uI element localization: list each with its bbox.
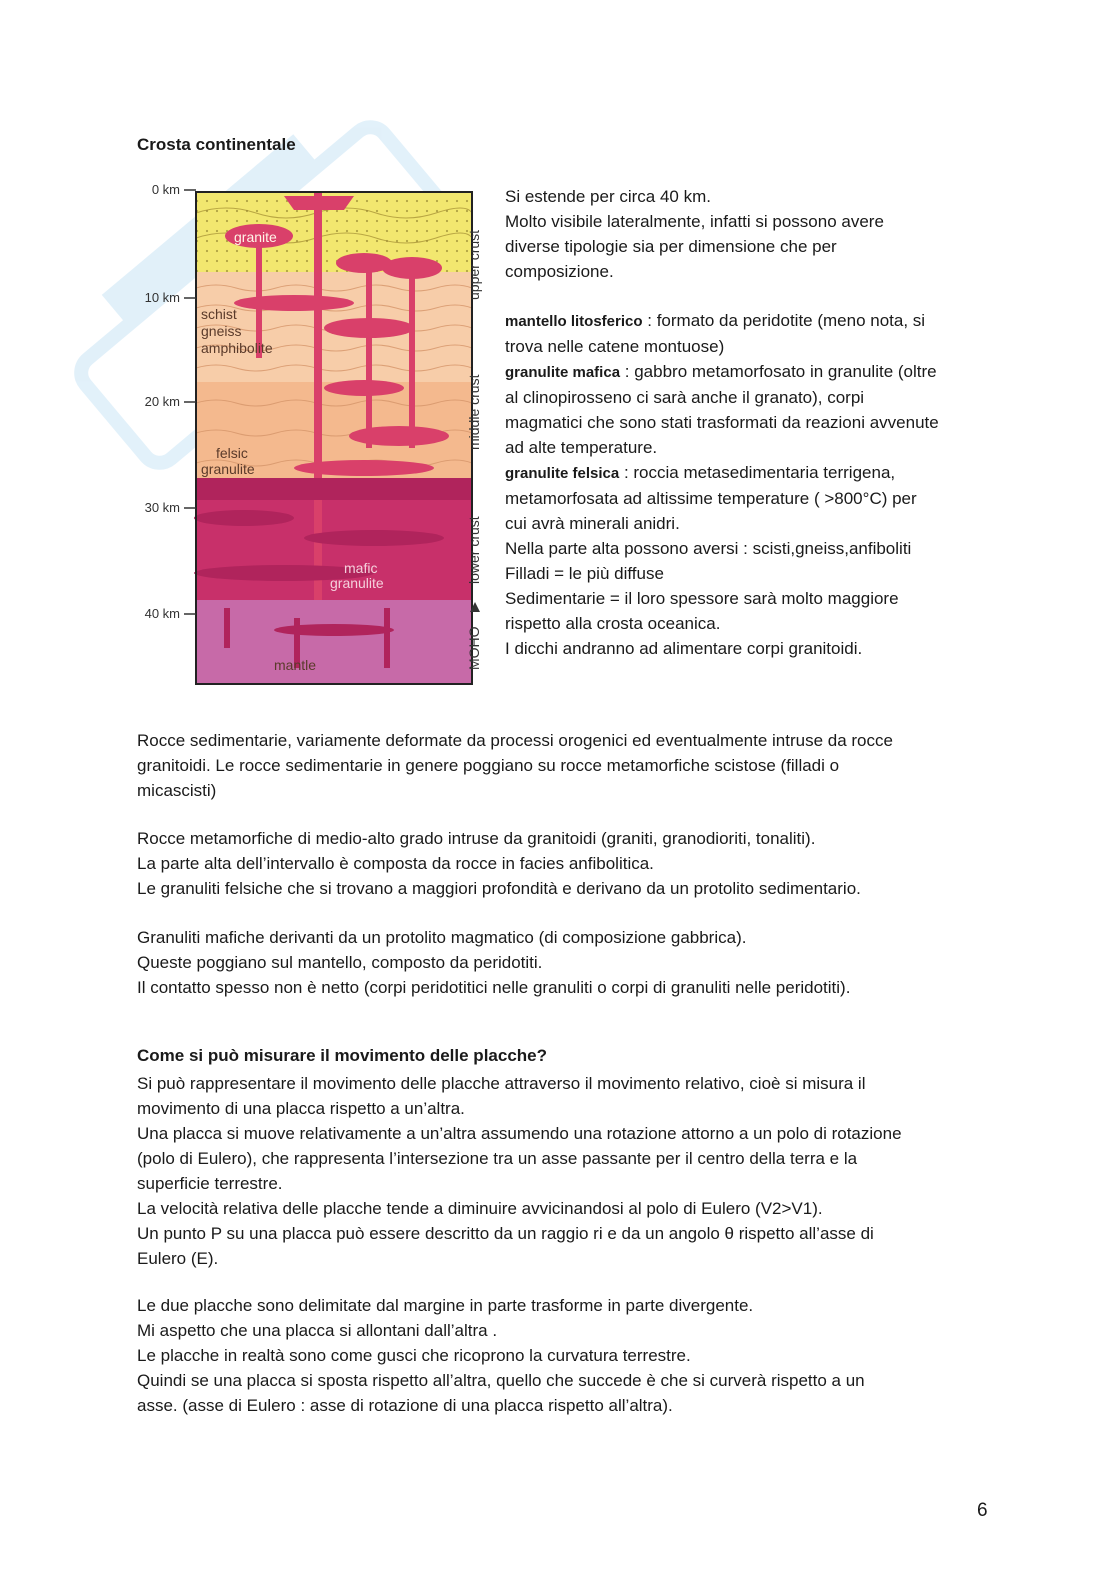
paragraph-rocce-metamorfiche: Rocce metamorfiche di medio-alto grado intruse da granitoidi (graniti, granodioriti, tonaliti). La parte alta dell’intervallo è composta da rocce in facies anfibolitica. Le granuliti felsiche che si trovano a maggiori profondità e derivano da un protolito sedimentario.	[137, 829, 861, 898]
side-line: rispetto alla crosta oceanica.	[505, 614, 721, 633]
label-mantle: mantle	[274, 657, 317, 673]
label-mafic: mafic	[344, 560, 378, 576]
label-schist: schist	[201, 306, 237, 322]
depth-label-30: 30 km	[144, 500, 180, 515]
label-mafic-granulite: granulite	[330, 575, 384, 591]
side-line: trova nelle catene montuose)	[505, 337, 725, 356]
label-felsic: felsic	[216, 445, 248, 461]
side-line: Molto visibile lateralmente, infatti si possono avere	[505, 212, 884, 231]
label-granite: granite	[234, 229, 277, 245]
label-moho: MOHO	[466, 626, 482, 670]
section-title-crosta: Crosta continentale	[137, 135, 296, 154]
term-granulite-felsica: granulite felsica	[505, 465, 620, 482]
paragraph-granuliti-mafiche: Granuliti mafiche derivanti da un protolito magmatico (di composizione gabbrica). Queste poggiano sul mantello, composto da peridotiti. Il contatto spesso non è netto (corpi peridotitici nelle granuliti o corpi di granuliti nelle peridotiti).	[137, 928, 851, 997]
side-line: metamorfosata ad altissime temperature ( >800°C) per	[505, 489, 917, 508]
label-upper-crust: upper crust	[466, 229, 482, 300]
side-line: I dicchi andranno ad alimentare corpi granitoidi.	[505, 639, 863, 658]
definition-granulite-felsica: granulite felsica : roccia metasedimentaria terrigena,	[505, 463, 896, 482]
page-number: 6	[977, 1500, 988, 1521]
section-title-placche: Come si può misurare il movimento delle placche?	[137, 1046, 548, 1065]
side-line: diverse tipologie sia per dimensione che per	[505, 237, 837, 256]
side-line: cui avrà minerali anidri.	[505, 514, 680, 533]
definition-mantello: mantello litosferico : formato da peridotite (meno nota, si	[505, 311, 926, 330]
crust-description	[505, 184, 1005, 661]
paragraph-rocce-sedimentarie: Rocce sedimentarie, variamente deformate da processi orogenici ed eventualmente intruse da rocce granitoidi. Le rocce sedimentarie in genere poggiano su rocce metamorfiche scistose (filladi o micascisti)	[137, 731, 893, 800]
side-line: composizione.	[505, 262, 614, 281]
label-amphibolite: amphibolite	[201, 340, 273, 356]
layer-mantle	[196, 600, 472, 684]
depth-label-10: 10 km	[144, 290, 180, 305]
label-felsic-granulite: granulite	[201, 461, 255, 477]
definition-granulite-mafica: granulite mafica : gabbro metamorfosato in granulite (oltre	[505, 362, 937, 381]
label-lower-crust: lower crust	[466, 516, 482, 584]
paragraph-margini-placche: Le due placche sono delimitate dal margine in parte trasforme in parte divergente. Mi aspetto che una placca si allontani dall’altra . Le placche in realtà sono come gusci che ricoprono la curvatura terrestre. Quindi se una placca si sposta rispetto all’altra, quello che succede è che si curverà rispetto a un asse. (asse di Eulero : asse di rotazione di una placca rispetto all’altra).	[137, 1296, 865, 1415]
side-line: Sedimentarie = il loro spessore sarà molto maggiore	[505, 589, 899, 608]
label-gneiss: gneiss	[201, 323, 242, 339]
term-granulite-mafica: granulite mafica	[505, 364, 621, 381]
depth-label-0: 0 km	[151, 182, 180, 197]
side-line: Nella parte alta possono aversi : scisti,gneiss,anfiboliti	[505, 539, 912, 558]
side-line: magmatici che sono stati trasformati da reazioni avvenute	[505, 413, 939, 432]
crust-diagram	[134, 178, 489, 698]
depth-label-40: 40 km	[144, 606, 180, 621]
side-line: ad alte temperature.	[505, 438, 658, 457]
side-line: al clinopirosseno ci sarà anche il granato), corpi	[505, 388, 865, 407]
side-line: Si estende per circa 40 km.	[505, 187, 711, 206]
side-line: Filladi = le più diffuse	[505, 564, 664, 583]
paragraph-movimento-placche: Si può rappresentare il movimento delle placche attraverso il movimento relativo, cioè si misura il movimento di una placca rispetto a un’altra. Una placca si muove relativamente a un’altra assumendo una rotazione attorno a un polo di rotazione (polo di Eulero), che rappresenta l’intersezione tra un asse passante per il centro della terra e la superficie terrestre. La velocità relativa delle placche tende a diminuire avvicinandosi al polo di Eulero (V2>V1). Un punto P su una placca può essere descritto da un raggio ri e da un angolo θ rispetto all’asse di Eulero (E).	[137, 1074, 902, 1268]
label-middle-crust: middle crust	[466, 374, 482, 450]
depth-label-20: 20 km	[144, 394, 180, 409]
term-mantello: mantello litosferico	[505, 313, 643, 330]
